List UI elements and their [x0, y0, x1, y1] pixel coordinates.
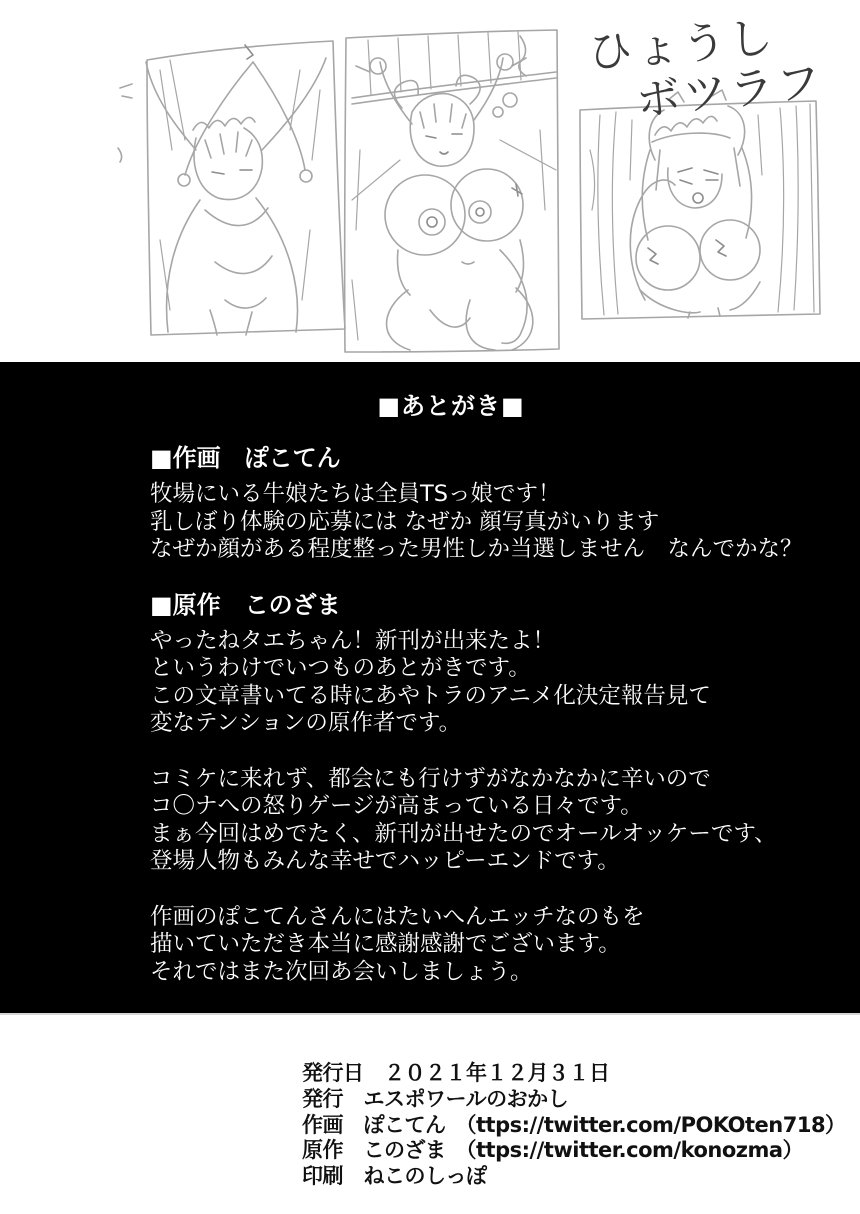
- colophon-author: 原作 このざま （ttps://twitter.com/konozma）: [302, 1138, 804, 1163]
- cover-rough-sketches: [0, 0, 860, 362]
- handwritten-caption-line1: ひょうし: [586, 11, 778, 80]
- stray-marks: [118, 84, 132, 162]
- colophon-printer: 印刷 ねこのしっぽ: [302, 1164, 487, 1189]
- afterword-line: コ〇ナへの怒りゲージが高まっている日々です。: [150, 793, 643, 819]
- art-section-header: ■作画 ぽこてん: [150, 444, 341, 472]
- sketch-panel-1: [146, 41, 345, 335]
- afterword-line: なぜか顔がある程度整った男性しか当選しません なんでかな？: [150, 536, 803, 562]
- story-paragraph-2: [150, 766, 860, 876]
- colophon-publisher: 発行 エスポワールのおかし: [302, 1086, 569, 1111]
- story-section-header: ■原作 このざま: [150, 590, 341, 619]
- colophon-publish-date: 発行日 ２０２１年１２月３１日: [302, 1061, 610, 1085]
- sketch-panel-3: [580, 90, 820, 319]
- colophon-artist: 作画 ぽこてん （ttps://twitter.com/POKOten718）: [302, 1112, 846, 1137]
- afterword-line: コミケに来れず、都会にも行けずがなかなかに辛いので: [150, 765, 711, 792]
- afterword-line: それではまた次回あ会いしましょう。: [150, 958, 533, 985]
- afterword-line: まぁ今回はめでたく、新刊が出せたのでオールオッケーです、: [150, 820, 777, 847]
- afterword-line: やったねタエちゃん！新刊が出来たよ！: [150, 627, 556, 654]
- story-section: [150, 590, 860, 987]
- afterword-line: 登場人物もみんな幸せでハッピーエンドです。: [150, 848, 620, 874]
- afterword-line: 作画のぽこてんさんにはたいへんエッチなのもを: [150, 903, 645, 930]
- story-paragraph-3: [150, 904, 860, 987]
- afterword-block: [0, 362, 860, 1015]
- sketch-panel-2: [345, 30, 559, 352]
- afterword-line: 乳しぼり体験の応募には なぜか 顔写真がいります: [150, 508, 660, 535]
- afterword-content: [150, 443, 860, 986]
- afterword-line: この文章書いてる時にあやトラのアニメ化決定報告見て: [150, 682, 711, 709]
- afterword-title: ■あとがき■: [377, 392, 525, 420]
- story-paragraph-1: [150, 628, 860, 738]
- afterword-line: というわけでいつものあとがきです。: [150, 655, 531, 681]
- art-section: [150, 443, 860, 564]
- handwritten-caption-line2: ボツラフ: [633, 56, 827, 127]
- afterword-line: 変なテンションの原作者です。: [150, 710, 462, 736]
- afterword-line: 描いていただき本当に感謝感謝でございます。: [150, 931, 621, 957]
- afterword-line: 牧場にいる牛娘たちは全員TSっ娘です！: [150, 481, 561, 507]
- colophon: [0, 1015, 860, 1214]
